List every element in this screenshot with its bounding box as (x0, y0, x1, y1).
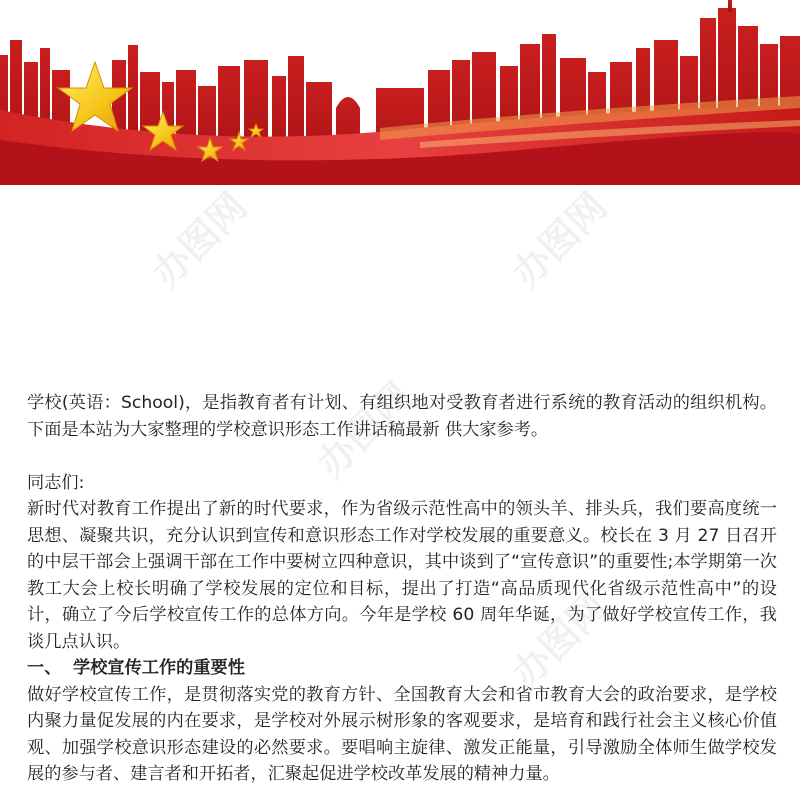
section-number: 一、 (27, 658, 62, 678)
intro-paragraph: 学校(英语：School)，是指教育者有计划、有组织地对受教育者进行系统的教育活动的组织机构。下面是本站为大家整理的学校意识形态工作讲话稿最新 供大家参考。 (27, 393, 777, 440)
watermark: 办图网 (143, 184, 256, 296)
body-paragraph: 新时代对教育工作提出了新的时代要求，作为省级示范性高中的领头羊、排头兵，我们要高度统一思想、凝聚共识，充分认识到宣传和意识形态工作对学校发展的重要意义。校长在 3 月 27 日召开的中层干部会上强调干部在工作中要树立四种意识，其中谈到了“宣传意识”的重要性;本学期第一次教工大会上校长明确了学校发展的定位和目标，提出了打造“高品质现代化省级示范性高中”的设计，确立了今后学校宣传工作的总体方向。今年是学校 60 周年华诞，为了做好学校宣传工作，我谈几点认识。 (27, 499, 777, 652)
greeting: 同志们: (27, 472, 85, 493)
header-banner (0, 0, 800, 185)
section-heading (27, 655, 777, 682)
watermark: 办图网 (308, 374, 421, 486)
watermark: 办图网 (503, 584, 616, 696)
document-body (27, 390, 777, 788)
section-title: 学校宣传工作的重要性 (73, 658, 245, 678)
watermark: 办图网 (503, 184, 616, 296)
body-paragraph: 做好学校宣传工作，是贯彻落实党的教育方针、全国教育大会和省市教育大会的政治要求，是学校内聚力量促发展的内在要求，是学校对外展示树形象的客观要求，是培育和践行社会主义核心价值观、加强学校意识形态建设的必然要求。要唱响主旋律、激发正能量，引导激励全体师生做学校发展的参与者、建言者和开拓者，汇聚起促进学校改革发展的精神力量。 (27, 684, 777, 784)
